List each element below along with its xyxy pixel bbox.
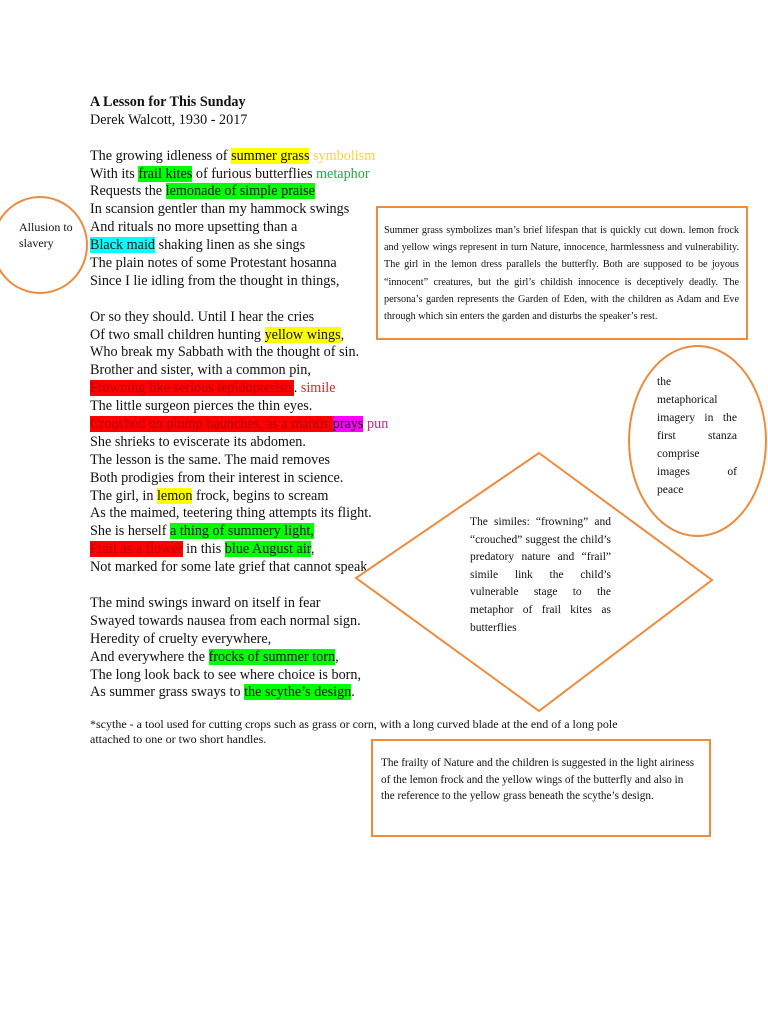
poem-text: In scansion gentler than my hammock swings xyxy=(90,201,350,218)
highlighted-phrase: a thing of summery light, xyxy=(170,523,314,540)
poem-text: Of two small children hunting xyxy=(90,326,265,343)
highlighted-phrase: Frail as a flower xyxy=(90,541,183,558)
summary-note: Summer grass symbolizes man’s brief lifespan that is quickly cut down. lemon frock and yellow wings represent in turn Nature, innocence, harmlessness and vulnerability. The girl in the lemon dress parallels the butterfly. Both are supposed to be joyous “innocent” creatures, but the girl’s childish innocence is deceptively deadly. The persona’s garden represents the Garden of Eden, with the children as Adam and Eve through which sin enters the garden and disturbs the speaker’s rest. xyxy=(384,225,739,323)
poem-text: The plain notes of some Protestant hosanna xyxy=(90,255,337,272)
poem-line xyxy=(90,344,388,362)
poem-text: , xyxy=(340,326,345,343)
poem-line xyxy=(90,667,388,685)
poem-text: . xyxy=(351,684,355,701)
metaphor-note-line: first stanza xyxy=(657,429,737,442)
poem-line xyxy=(90,380,388,398)
metaphor-note-line: peace xyxy=(657,483,684,496)
poem-text: Who break my Sabbath with the thought of sin. xyxy=(90,344,360,361)
poem xyxy=(90,94,388,702)
poem-line xyxy=(90,631,388,649)
poem-text: in this xyxy=(182,541,225,558)
stanza-gap xyxy=(90,577,388,595)
poem-text: . xyxy=(293,380,301,397)
poem-text: frock, begins to scream xyxy=(192,487,329,504)
highlighted-phrase: Crouched on plump haunches, as a mantis xyxy=(90,416,333,433)
poem-line xyxy=(90,649,388,667)
stanza-gap xyxy=(90,291,388,309)
poem-line xyxy=(90,559,388,577)
poem-text: shaking linen as she sings xyxy=(155,237,306,254)
highlighted-phrase: blue August air xyxy=(224,541,311,558)
poem-line xyxy=(90,362,388,380)
poem-text: The long look back to see where choice is born, xyxy=(90,666,362,683)
poem-text: She is herself xyxy=(90,523,170,540)
stanza-1 xyxy=(90,148,388,291)
metaphor-note-line: metaphorical xyxy=(657,393,718,406)
metaphor-note-line: images of xyxy=(657,465,737,478)
stanza-gap xyxy=(90,130,388,148)
highlighted-phrase: frocks of summer torn xyxy=(208,648,336,665)
device-label: metaphor xyxy=(316,165,370,182)
poem-text: Both prodigies from their interest in science. xyxy=(90,469,344,486)
poem-line xyxy=(90,273,388,291)
similes-note: The similes: “frowning” and “crouched” suggest the child’s predatory nature and “frail” simile link the child’s vulnerable stage to the metaphor of frail kites as butterflies xyxy=(470,516,611,634)
footnote-scythe: *scythe - a tool used for cutting crops such as grass or corn, with a long curved blade at the end of a long pole attached to one or two short handles. xyxy=(90,717,618,746)
poem-text: The girl, in xyxy=(90,487,157,504)
highlighted-phrase: the scythe’s design xyxy=(244,684,352,701)
poem-line xyxy=(90,166,388,184)
frailty-note: The frailty of Nature and the children is suggested in the light airiness of the lemon frock and the yellow wings of the butterfly and also in the reference to the yellow grass beneath the scythe’s design. xyxy=(381,757,695,802)
metaphor-note-line: imagery in the xyxy=(657,411,737,424)
highlighted-phrase: lemonade of simple praise xyxy=(165,183,315,200)
poem-line xyxy=(90,309,388,327)
highlighted-phrase: prays xyxy=(332,416,364,433)
highlighted-phrase: summer grass xyxy=(231,147,310,164)
poem-line xyxy=(90,183,388,201)
poem-line xyxy=(90,470,388,488)
poem-text: The little surgeon pierces the thin eyes. xyxy=(90,398,313,415)
device-label: symbolism xyxy=(313,147,376,164)
poem-line xyxy=(90,434,388,452)
poem-text: Since I lie idling from the thought in things, xyxy=(90,272,340,289)
poem-line xyxy=(90,613,388,631)
poem-line xyxy=(90,452,388,470)
poem-text: And everywhere the xyxy=(90,648,209,665)
poem-line xyxy=(90,595,388,613)
poem-line xyxy=(90,488,388,506)
highlighted-phrase: Black maid xyxy=(90,237,156,254)
poem-text: With its xyxy=(90,165,139,182)
poem-text: And rituals no more upsetting than a xyxy=(90,219,298,236)
highlighted-phrase: frail kites xyxy=(138,165,193,182)
stanza-2 xyxy=(90,309,388,577)
poem-text: The mind swings inward on itself in fear xyxy=(90,594,321,611)
poem-text: , xyxy=(310,541,315,558)
poem-text: Or so they should. Until I hear the cries xyxy=(90,308,315,325)
poem-line xyxy=(90,398,388,416)
poem-text: As summer grass sways to xyxy=(90,684,245,701)
poem-line xyxy=(90,237,388,255)
poem-line xyxy=(90,148,388,166)
device-label: simile xyxy=(300,380,336,397)
highlighted-phrase: Frowning like serious lepidopterists xyxy=(90,380,294,397)
highlighted-phrase: yellow wings xyxy=(264,326,341,343)
poem-text: Not marked for some late grief that cannot speak. xyxy=(90,559,371,576)
poem-line xyxy=(90,541,388,559)
poem-text: She shrieks to eviscerate its abdomen. xyxy=(90,433,306,450)
poem-line xyxy=(90,416,388,434)
highlighted-phrase: lemon xyxy=(156,487,193,504)
poem-text: Brother and sister, with a common pin, xyxy=(90,362,311,379)
poem-text: The lesson is the same. The maid removes xyxy=(90,451,331,468)
poem-line xyxy=(90,505,388,523)
poem-text: Requests the xyxy=(90,183,166,200)
poem-text: , xyxy=(335,648,339,665)
poem-line xyxy=(90,255,388,273)
metaphor-note-line: the xyxy=(657,375,672,388)
poem-line xyxy=(90,219,388,237)
stanza-3 xyxy=(90,595,388,702)
poem-text: of furious butterflies xyxy=(192,165,317,182)
metaphor-note-line: comprise xyxy=(657,447,700,460)
poem-line xyxy=(90,327,388,345)
device-label: pun xyxy=(367,416,389,433)
poem-line xyxy=(90,684,388,702)
poem-text: Swayed towards nausea from each normal sign. xyxy=(90,612,361,629)
poem-line xyxy=(90,523,388,541)
allusion-note: Allusion to slavery xyxy=(19,220,73,250)
poem-line xyxy=(90,201,388,219)
poem-text: As the maimed, teetering thing attempts its flight. xyxy=(90,505,372,522)
poem-title: A Lesson for This Sunday xyxy=(90,94,246,110)
poem-text: Heredity of cruelty everywhere, xyxy=(90,630,272,647)
poem-text: The growing idleness of xyxy=(90,147,232,164)
poem-author: Derek Walcott, 1930 - 2017 xyxy=(90,111,248,128)
